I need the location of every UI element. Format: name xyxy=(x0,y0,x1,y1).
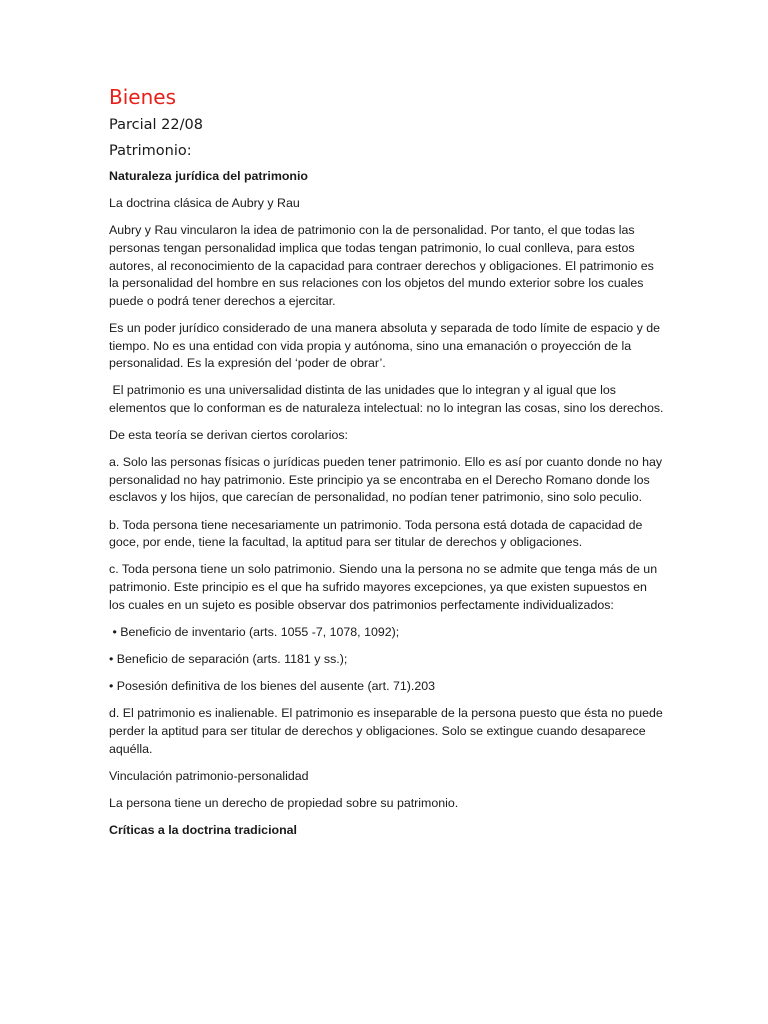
heading-naturaleza: Naturaleza jurídica del patrimonio xyxy=(109,169,308,183)
bullet-beneficio-separacion: • Beneficio de separación (arts. 1181 y ss.); xyxy=(109,652,348,666)
heading-criticas: Críticas a la doctrina tradicional xyxy=(109,823,297,838)
paragraph-universalidad: El patrimonio es una universalidad distinta de las unidades que lo integran y al igual que los elementos que lo conforman es de naturaleza intelectual: no lo integran las cosas, sino los derechos. xyxy=(109,383,664,415)
bullet-beneficio-inventario: • Beneficio de inventario (arts. 1055 -7, 1078, 1092); xyxy=(109,624,400,639)
paragraph-corolarios: De esta teoría se derivan ciertos corolarios: xyxy=(109,428,348,443)
doc-title: Bienes xyxy=(109,85,176,109)
section-heading: Patrimonio: xyxy=(109,143,192,159)
bullet-posesion-definitiva: • Posesión definitiva de los bienes del ausente (art. 71).203 xyxy=(109,679,436,694)
doc-subtitle: Parcial 22/08 xyxy=(109,117,203,133)
subheading-vinculacion: Vinculación patrimonio-personalidad xyxy=(109,768,309,783)
paragraph-corolario-a: a. Solo las personas físicas o jurídicas pueden tener patrimonio. Ello es así por cuanto donde no hay personalidad no hay patrimonio. Este principio ya se encontraba en el Derecho Romano donde los esclavos y los hijos, que carecían de personalidad, no podían tener patrimonio, sino solo peculio. xyxy=(109,455,663,505)
document-page xyxy=(109,84,664,849)
paragraph-corolario-b: b. Toda persona tiene necesariamente un patrimonio. Toda persona está dotada de capacidad de goce, por ende, tiene la facultad, la aptitud para ser titular de derechos y obligaciones. xyxy=(109,517,643,550)
paragraph-aubry-rau: Aubry y Rau vincularon la idea de patrimonio con la de personalidad. Por tanto, el que todas las personas tengan personalidad implica que todas tengan patrimonio, lo cual conlleva, para estos autores, al reconocimiento de la capacidad para contraer derechos y obligaciones. El patrimonio es la personalidad del hombre en sus relaciones con los objetos del mundo exterior sobre los cuales puede o podrá tener derechos a ejercitar. xyxy=(109,223,654,308)
subheading-doctrina: La doctrina clásica de Aubry y Rau xyxy=(109,196,300,211)
paragraph-poder-juridico: Es un poder jurídico considerado de una manera absoluta y separada de todo límite de espacio y de tiempo. No es una entidad con vida propia y autónoma, sino una emanación o proyección de la personalidad. Es la expresión del ‘poder de obrar’. xyxy=(109,320,661,371)
paragraph-derecho-propiedad: La persona tiene un derecho de propiedad sobre su patrimonio. xyxy=(109,795,459,810)
paragraph-corolario-c: c. Toda persona tiene un solo patrimonio. Siendo una la persona no se admite que tenga más de un patrimonio. Este principio es el que ha sufrido mayores excepciones, ya que existen supuestos en los cuales en un sujeto es posible observar dos patrimonios perfectamente individualizados: xyxy=(109,562,658,612)
paragraph-corolario-d: d. El patrimonio es inalienable. El patrimonio es inseparable de la persona puesto que ésta no puede perder la aptitud para ser titular de derechos y obligaciones. Solo se extingue cuando desaparece aquélla. xyxy=(109,706,663,756)
